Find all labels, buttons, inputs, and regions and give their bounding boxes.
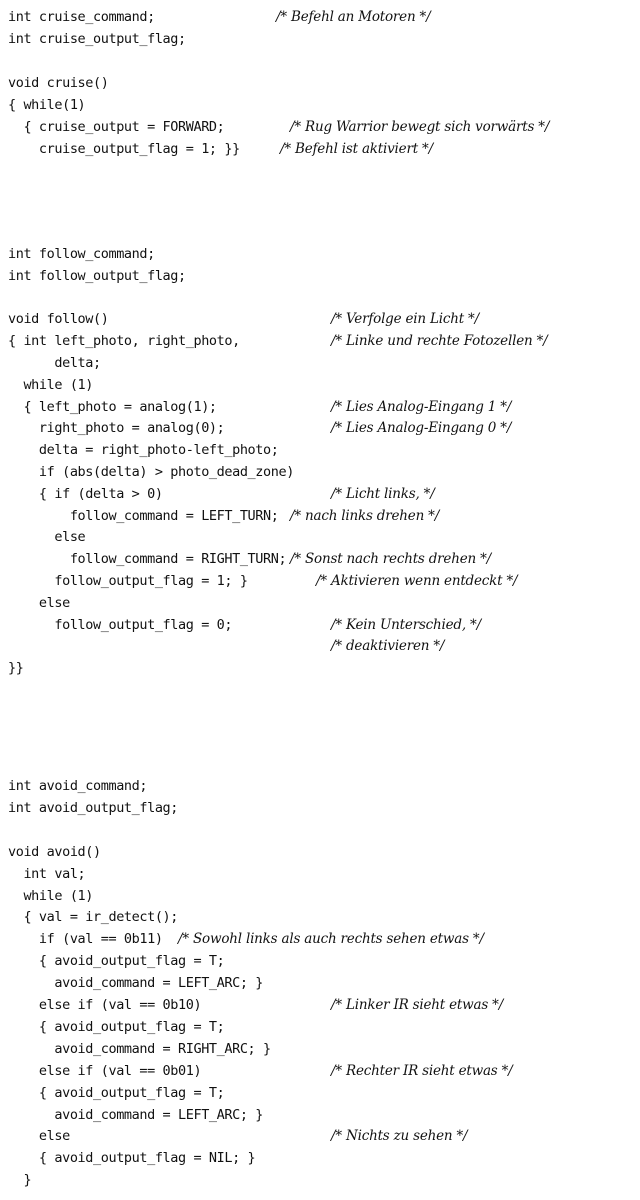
code-line bbox=[0, 505, 640, 527]
code-comment: /* Rug Warrior bewegt sich vorwärts */ bbox=[290, 119, 550, 135]
code-line bbox=[0, 526, 640, 548]
code-text: void avoid() bbox=[8, 843, 101, 860]
code-comment: /* Lies Analog-Eingang 1 */ bbox=[331, 398, 512, 415]
code-line bbox=[0, 819, 640, 841]
code-text: right_photo = analog(0); bbox=[8, 420, 225, 437]
code-line bbox=[0, 330, 640, 352]
code-comment: /* nach links drehen */ bbox=[290, 507, 440, 524]
code-text: void cruise() bbox=[8, 75, 109, 91]
code-text: cruise_output_flag = 1; }} bbox=[8, 141, 240, 157]
code-text: int follow_command; bbox=[8, 246, 155, 262]
code-text: { left_photo = analog(1); bbox=[8, 398, 217, 415]
code-text: avoid_command = LEFT_ARC; } bbox=[8, 1106, 264, 1123]
code-text: while (1) bbox=[8, 887, 94, 904]
code-line bbox=[0, 592, 640, 614]
code-text: follow_command = LEFT_TURN; bbox=[8, 507, 279, 524]
code-line bbox=[0, 1169, 640, 1191]
code-line bbox=[0, 548, 640, 570]
code-line bbox=[0, 72, 640, 94]
code-text: follow_output_flag = 1; } bbox=[8, 573, 248, 589]
code-line bbox=[0, 94, 640, 116]
code-text: int avoid_command; bbox=[8, 778, 148, 794]
code-line bbox=[0, 1104, 640, 1126]
code-line bbox=[0, 1016, 640, 1038]
code-comment: /* Verfolge ein Licht */ bbox=[331, 311, 479, 328]
code-line bbox=[0, 243, 640, 265]
code-text: else bbox=[8, 1128, 70, 1145]
code-line bbox=[0, 417, 640, 439]
code-comment: /* Sowohl links als auch rechts sehen etwas */ bbox=[178, 931, 484, 948]
code-line bbox=[0, 439, 640, 461]
code-line bbox=[0, 461, 640, 483]
code-line bbox=[0, 797, 640, 819]
code-text: int avoid_output_flag; bbox=[8, 799, 179, 816]
code-line bbox=[0, 374, 640, 396]
code-comment: /* Befehl an Motoren */ bbox=[276, 9, 431, 25]
code-text: { val = ir_detect(); bbox=[8, 909, 179, 926]
code-line bbox=[0, 6, 640, 28]
code-line bbox=[0, 287, 640, 309]
code-line bbox=[0, 1125, 640, 1147]
code-text: follow_output_flag = 0; bbox=[8, 616, 233, 633]
code-line bbox=[0, 841, 640, 863]
code-line bbox=[0, 138, 640, 160]
code-comment: /* Sonst nach rechts drehen */ bbox=[290, 551, 491, 568]
code-line bbox=[0, 863, 640, 885]
code-text: }} bbox=[8, 660, 24, 677]
code-line bbox=[0, 1147, 640, 1169]
code-comment: /* Linke und rechte Fotozellen */ bbox=[331, 333, 548, 350]
code-line bbox=[0, 928, 640, 950]
code-line bbox=[0, 1038, 640, 1060]
code-line bbox=[0, 352, 640, 374]
code-text: else if (val == 0b01) bbox=[8, 1062, 202, 1079]
code-text: } bbox=[8, 1172, 32, 1189]
code-line bbox=[0, 116, 640, 138]
code-line bbox=[0, 308, 640, 330]
code-text: { avoid_output_flag = T; bbox=[8, 1084, 225, 1101]
code-line bbox=[0, 994, 640, 1016]
code-line bbox=[0, 885, 640, 907]
code-text: { cruise_output = FORWARD; bbox=[8, 119, 225, 135]
code-text: int val; bbox=[8, 865, 86, 882]
code-line bbox=[0, 1082, 640, 1104]
code-text: void follow() bbox=[8, 311, 109, 328]
code-text: if (val == 0b11) bbox=[8, 931, 163, 948]
code-line bbox=[0, 28, 640, 50]
code-text: { while(1) bbox=[8, 97, 86, 113]
code-comment: /* Kein Unterschied, */ bbox=[331, 616, 481, 633]
code-line bbox=[0, 950, 640, 972]
code-text: avoid_command = RIGHT_ARC; } bbox=[8, 1040, 271, 1057]
code-text: while (1) bbox=[8, 376, 94, 393]
code-line bbox=[0, 396, 640, 418]
code-line bbox=[0, 775, 640, 797]
code-text: int cruise_output_flag; bbox=[8, 31, 186, 47]
code-comment: /* Nichts zu sehen */ bbox=[331, 1128, 468, 1145]
code-text: { if (delta > 0) bbox=[8, 485, 163, 502]
code-line bbox=[0, 657, 640, 679]
code-comment: /* Rechter IR sieht etwas */ bbox=[331, 1062, 513, 1079]
code-text: else bbox=[8, 594, 70, 611]
code-text: delta; bbox=[8, 355, 101, 371]
code-line bbox=[0, 1060, 640, 1082]
code-text: follow_command = RIGHT_TURN; bbox=[8, 551, 287, 568]
code-text: { int left_photo, right_photo, bbox=[8, 333, 240, 350]
code-line bbox=[0, 906, 640, 928]
code-text: if (abs(delta) > photo_dead_zone) bbox=[8, 464, 294, 480]
code-text: int follow_output_flag; bbox=[8, 267, 186, 284]
code-text: { avoid_output_flag = T; bbox=[8, 1018, 225, 1035]
code-line bbox=[0, 265, 640, 287]
code-line bbox=[0, 483, 640, 505]
code-comment: /* Licht links, */ bbox=[331, 485, 435, 502]
code-comment: /* deaktivieren */ bbox=[331, 638, 445, 655]
code-comment: /* Aktivieren wenn entdeckt */ bbox=[316, 573, 518, 589]
code-comment: /* Linker IR sieht etwas */ bbox=[331, 997, 504, 1013]
code-comment: /* Befehl ist aktiviert */ bbox=[280, 141, 433, 157]
code-text: { avoid_output_flag = NIL; } bbox=[8, 1150, 256, 1167]
code-text: { avoid_output_flag = T; bbox=[8, 953, 225, 970]
code-text: int cruise_command; bbox=[8, 9, 155, 25]
code-line bbox=[0, 50, 640, 72]
code-text: delta = right_photo-left_photo; bbox=[8, 442, 279, 459]
code-line bbox=[0, 972, 640, 994]
code-text: else if (val == 0b10) bbox=[8, 997, 202, 1013]
code-line bbox=[0, 614, 640, 636]
code-text: else bbox=[8, 529, 86, 546]
code-comment: /* Lies Analog-Eingang 0 */ bbox=[331, 420, 512, 437]
code-line bbox=[0, 635, 640, 657]
code-line bbox=[0, 570, 640, 592]
code-text: avoid_command = LEFT_ARC; } bbox=[8, 975, 264, 992]
